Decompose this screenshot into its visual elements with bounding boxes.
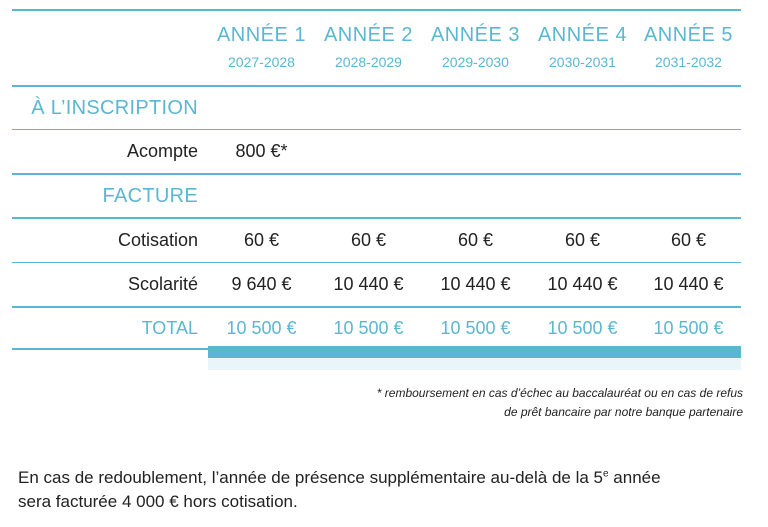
footnote	[223, 384, 743, 422]
row-total	[12, 308, 741, 350]
accent-bar	[208, 346, 741, 358]
scolarite-year-4: 10 440 €	[547, 274, 618, 294]
note-part-2: année	[608, 468, 661, 487]
period-header-row	[12, 49, 741, 87]
year-2-period: 2028-2029	[335, 54, 402, 70]
cotisation-year-1: 60 €	[243, 230, 280, 250]
note-part-1: En cas de redoublement, l’année de présence supplémentaire au-delà de la 5	[18, 468, 604, 487]
year-2-label: ANNÉE 2	[323, 24, 414, 46]
section-inscription-label: À L’INSCRIPTION	[31, 96, 198, 119]
year-3-period: 2029-2030	[442, 54, 509, 70]
total-label: TOTAL	[141, 317, 198, 338]
year-1-period: 2027-2028	[228, 54, 295, 70]
fee-table	[12, 9, 741, 350]
year-4-label: ANNÉE 4	[537, 24, 628, 46]
repeat-year-note	[18, 466, 758, 514]
total-year-3: 10 500 €	[440, 317, 511, 338]
total-year-4: 10 500 €	[547, 317, 618, 338]
acompte-year-1: 800 €*	[235, 141, 288, 161]
total-year-2: 10 500 €	[333, 317, 404, 338]
cotisation-year-2: 60 €	[350, 230, 387, 250]
section-facture-label: FACTURE	[102, 184, 198, 207]
note-superscript: e	[603, 468, 609, 480]
scolarite-year-5: 10 440 €	[653, 274, 724, 294]
section-inscription	[12, 87, 741, 130]
year-4-period: 2030-2031	[549, 54, 616, 70]
cotisation-year-5: 60 €	[670, 230, 707, 250]
repeat-year-note-line-1	[18, 466, 758, 490]
year-5-label: ANNÉE 5	[643, 24, 734, 46]
scolarite-label: Scolarité	[127, 274, 198, 294]
acompte-label: Acompte	[126, 141, 198, 161]
year-1-label: ANNÉE 1	[216, 24, 307, 46]
scolarite-year-3: 10 440 €	[440, 274, 511, 294]
year-3-label: ANNÉE 3	[430, 24, 521, 46]
row-scolarite	[12, 263, 741, 308]
total-year-5: 10 500 €	[653, 317, 724, 338]
year-5-period: 2031-2032	[655, 54, 722, 70]
repeat-year-note-line-2: sera facturée 4 000 € hors cotisation.	[18, 492, 298, 511]
cotisation-label: Cotisation	[117, 230, 198, 250]
cotisation-year-3: 60 €	[457, 230, 494, 250]
section-facture	[12, 175, 741, 219]
scolarite-year-1: 9 640 €	[231, 274, 292, 294]
year-header-row	[12, 9, 741, 49]
scolarite-year-2: 10 440 €	[333, 274, 404, 294]
row-cotisation	[12, 219, 741, 263]
accent-bar-shadow	[208, 358, 741, 370]
footnote-line-2: de prêt bancaire par notre banque partenaire	[504, 405, 743, 419]
cotisation-year-4: 60 €	[564, 230, 601, 250]
row-acompte	[12, 130, 741, 175]
footnote-line-1: * remboursement en cas d’échec au baccalauréat ou en cas de refus	[376, 386, 743, 400]
total-year-1: 10 500 €	[226, 317, 297, 338]
